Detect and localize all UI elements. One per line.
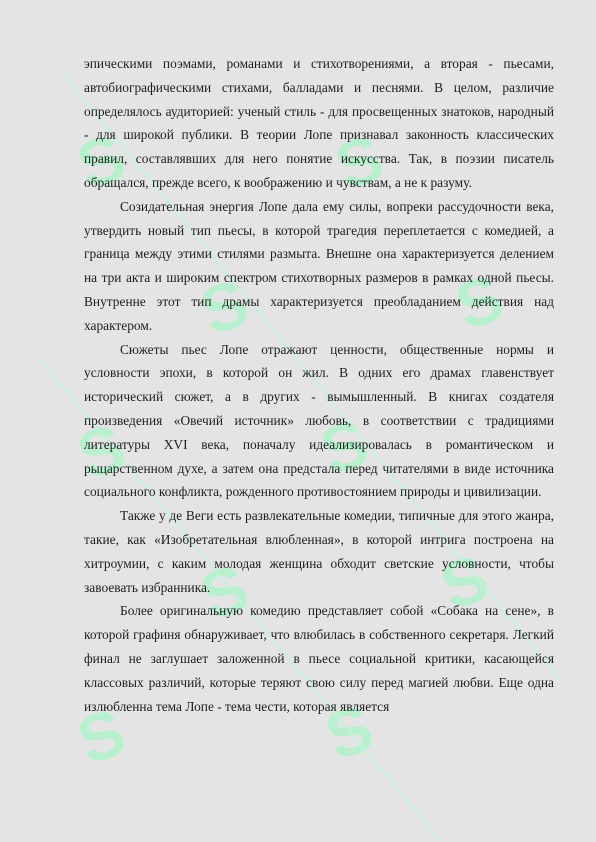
s-logo-icon: S	[67, 118, 135, 204]
s-logo-icon: S	[325, 119, 393, 205]
paragraph-1: эпическими поэмами, романами и стихотворениями, а вторая - пьесами, автобиографическими стихами, балладами и песнями. В целом, различие определялось аудиторией: ученый стиль - для просвещенных знатоков, народный - для широкой публики. В теории Лопе признавал законность классических правил, составлявших для него понятие искусства. Так, в поэзии писатель обращался, прежде всего, к воображению и чувствам, а не к разуму.	[84, 56, 554, 190]
s-logo-icon: S	[190, 549, 258, 635]
s-logo-icon: S	[190, 264, 258, 350]
s-logo-icon: S	[430, 539, 498, 625]
paragraph-3: Сюжеты пьес Лопе отражают ценности, общественные нормы и условности эпохи, в которой он жил. В одних его драмах главенствует исторический сюжет, а в других - вымышленный. В книгах создателя произведения «Овечий источник» любовь, в соответствии с традициями литературы XVI века, поначалу идеализировалась в романтическом и рыцарственном духе, а затем она предстала перед читателями в виде источника социального конфликта, рожденного противостоянием природы и цивилизации.	[84, 341, 554, 500]
s-logo-icon: S	[315, 689, 383, 775]
s-logo-icon: S	[67, 693, 135, 779]
paragraph-5: Более оригинальную комедию представляет собой «Собака на сене», в которой графиня обнаруживает, что влюбилась в собственного секретаря. Легкий финал не заглушает заложенной в пьесе социальной критики, касающейся классовых различий, которые теряют свою силу перед магией любви. Еще одна излюбленна тема Лопе - тема чести, которая является	[84, 603, 554, 714]
s-logo-icon: S	[310, 404, 378, 490]
s-logo-icon: S	[67, 408, 135, 494]
s-logo-icon: S	[445, 259, 513, 345]
paragraph-2: Созидательная энергия Лопе дала ему силы, вопреки рассудочности века, утвердить новый тип пьесы, в которой трагедия переплетается с комедией, а граница между этими стилями размыта. Внешне она характеризуется делением на три акта и широким спектром стихотворных размеров в рамках одной пьесы. Внутренне этот тип драмы характеризуется преобладанием действия над характером.	[84, 198, 554, 333]
body-text	[84, 52, 554, 718]
paragraph-4: Также у де Веги есть развлекательные комедии, типичные для этого жанра, такие, как «Изобретательная влюбленная», в которой интрига построена на хитроумии, с каким молодая женщина обходит светские условности, чтобы завоевать избранника.	[84, 508, 554, 595]
